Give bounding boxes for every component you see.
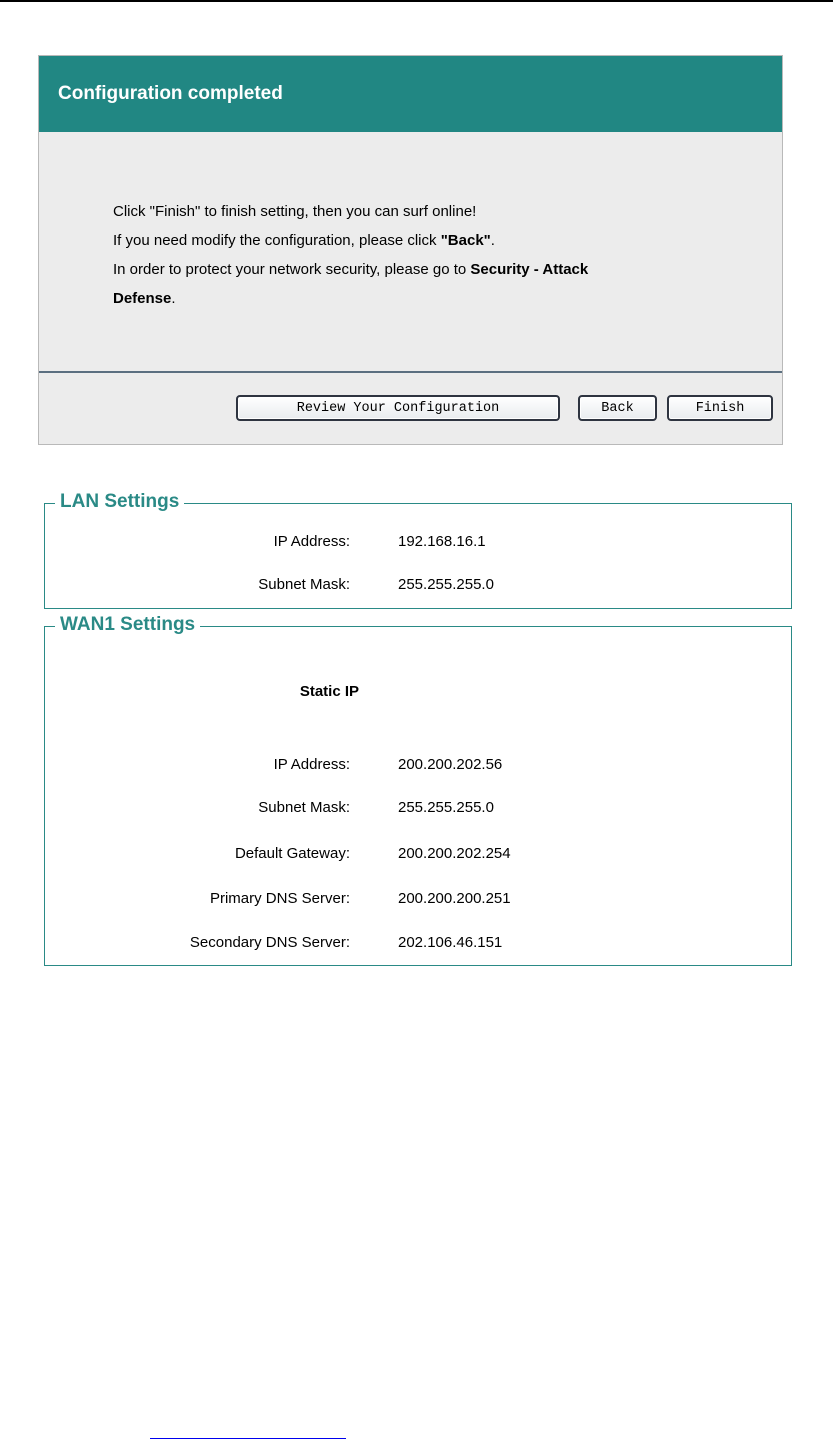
wan-mask-row — [45, 798, 791, 818]
wan-connection-type: Static IP — [299, 683, 359, 700]
button-bar-divider — [39, 371, 782, 373]
security-path-reference: Security - Attack — [470, 261, 589, 278]
lan-mask-row — [45, 575, 791, 595]
configuration-completed-panel — [38, 55, 783, 445]
wan-ip-label: IP Address: — [273, 756, 350, 773]
message-line-4-end: . — [171, 290, 176, 307]
finish-button[interactable]: Finish — [667, 395, 773, 421]
message-line-2-end: . — [490, 232, 495, 249]
wan-secondary-dns-value: 202.106.46.151 — [398, 934, 503, 951]
review-configuration-button[interactable]: Review Your Configuration — [236, 395, 560, 421]
page-top-rule — [0, 0, 833, 2]
panel-title: Configuration completed — [39, 56, 782, 132]
lan-ip-label: IP Address: — [273, 533, 350, 550]
wan-gateway-label: Default Gateway: — [234, 845, 350, 862]
wan-ip-row — [45, 755, 791, 775]
wan-ip-value: 200.200.202.56 — [398, 756, 503, 773]
lan-settings-legend: LAN Settings — [55, 489, 184, 515]
wan-mask-value: 255.255.255.0 — [398, 799, 494, 816]
message-line-4 — [113, 284, 753, 313]
message-line-2 — [113, 226, 753, 255]
back-reference: "Back" — [440, 232, 491, 249]
wan-mode-row — [45, 682, 791, 702]
wan-secondary-dns-row — [45, 933, 791, 953]
wan-gateway-value: 200.200.202.254 — [398, 845, 511, 862]
lan-settings-group — [44, 491, 792, 609]
lan-ip-row — [45, 532, 791, 552]
wan1-settings-legend: WAN1 Settings — [55, 612, 200, 638]
wan-gateway-row — [45, 844, 791, 864]
message-line-3 — [113, 255, 753, 284]
wan-primary-dns-label: Primary DNS Server: — [209, 890, 350, 907]
lan-mask-value: 255.255.255.0 — [398, 576, 494, 593]
wan-mask-label: Subnet Mask: — [258, 799, 350, 816]
footer-link-underline[interactable] — [150, 1438, 346, 1439]
completion-message — [113, 197, 753, 313]
wan-primary-dns-row — [45, 889, 791, 909]
lan-ip-value: 192.168.16.1 — [398, 533, 486, 550]
message-line-2-text: If you need modify the configuration, please click — [113, 232, 441, 249]
wan-secondary-dns-label: Secondary DNS Server: — [189, 934, 350, 951]
message-line-1: Click "Finish" to finish setting, then you can surf online! — [113, 203, 477, 220]
defense-reference: Defense — [113, 290, 172, 307]
lan-mask-label: Subnet Mask: — [258, 576, 350, 593]
wan-primary-dns-value: 200.200.200.251 — [398, 890, 511, 907]
back-button[interactable]: Back — [578, 395, 657, 421]
message-line-3-text: In order to protect your network security, please go to — [113, 261, 471, 278]
wan1-settings-group — [44, 614, 792, 966]
